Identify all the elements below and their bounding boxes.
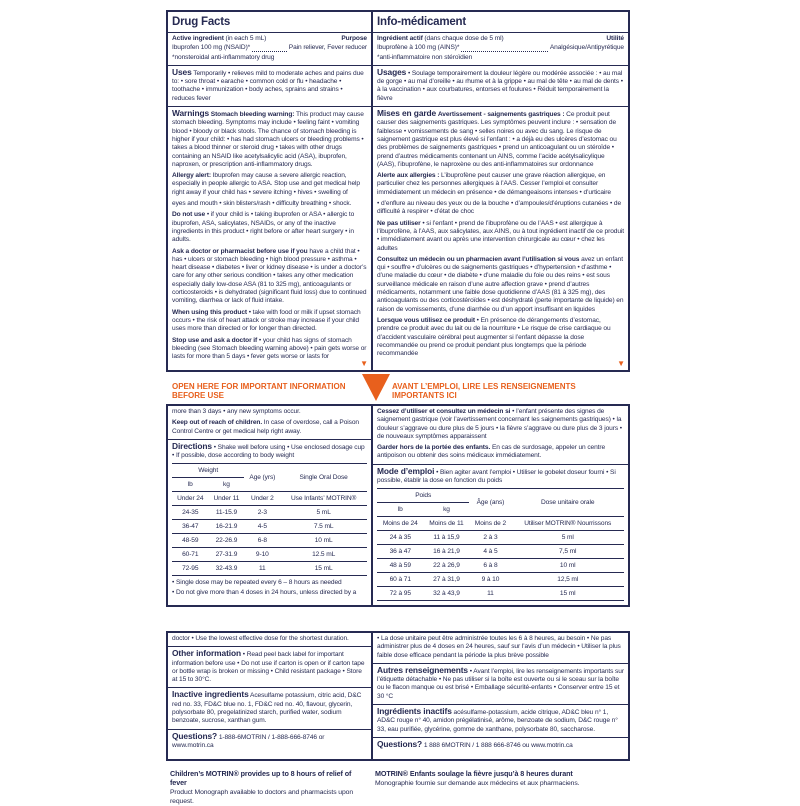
table-cell: 10 ml (511, 559, 624, 573)
table-cell: 16-21.9 (209, 520, 245, 534)
other-information-body-fr: • Avant l’emploi, lire les renseignements importants sur l’étiquette détachable • Ne pas utiliser si la boîte est ouverte ou si le sceau sur la boîte ou le flacon manque ou est brisé • Emballage sécurité-enfants • Conserver entre 15 et 30 °C (377, 667, 624, 700)
warning-lead: Do not use (172, 211, 206, 219)
table-cell: 72 à 95 (377, 587, 424, 601)
table-cell: 12.5 mL (280, 548, 367, 562)
table-cell: 2 à 3 (469, 531, 511, 545)
table-cell: 72-95 (172, 562, 209, 576)
dosing-note-en: • Do not give more than 4 doses in 24 hours, unless directed by a (172, 588, 357, 596)
continuation-text-en: more than 3 days • any new symptoms occur. (172, 408, 301, 415)
active-ingredient-qualifier-en: (in each 5 mL) (225, 35, 267, 42)
warning-paragraph (377, 172, 624, 197)
questions-heading-fr: Questions? (377, 738, 423, 749)
tagline-bold-fr: MOTRIN® Enfants soulage la fièvre jusqu’à 8 heures durant (375, 769, 573, 778)
dose-continuation-en: doctor • Use the lowest effective dose for the shortest duration. (168, 633, 371, 647)
table-cell: 4-5 (244, 520, 280, 534)
age-header-en: Age (yrs) (244, 464, 280, 492)
warning-text: Ce produit peut causer des saignements gastriques. Les symptômes peuvent inclure : • sensation de faiblesse • vomissements de sang • selles noires ou avec du sang. Le risque de saignement gastrique est plus élevé si l’enfant : • a déjà eu des ulcères d’estomac ou des problèmes de saignements gastriques • prend un anticoagulant ou un stéroïde • prend d’autres médicaments contenant un AINS, comme l’acide acétylsalicylique (AAS), l’ibuprofène, le naproxène ou des anti-inflammatoires sur ordonnance (377, 111, 617, 168)
active-ingredient-section-en (168, 33, 371, 66)
uses-body-fr: • Soulage temporairement la douleur légère ou modérée associée : • au mal de gorge • au mal d’oreille • au rhume et à la grippe • au mal de tête • au mal de dents • à la vaccination • aux courbatures, entorses et foulures • Réduit temporairement la fièvre (377, 69, 623, 102)
tagline-french (369, 769, 630, 806)
uses-heading-en: Uses (172, 66, 192, 77)
table-cell: Under 2 (244, 492, 280, 506)
kg-header-fr: kg (424, 503, 470, 517)
table-cell: 9 à 10 (469, 573, 511, 587)
purpose-value-en: Pain reliever, Fever reducer (288, 44, 367, 52)
ingredient-footnote-fr: *anti-inflammatoire non stéroïdien (377, 53, 473, 61)
warning-paragraph (172, 309, 367, 334)
table-cell: 12,5 ml (511, 573, 624, 587)
warning-text: In case of overdose, call a Poison Control Centre or get medical help right away. (172, 419, 359, 435)
table-cell: 15 mL (280, 562, 367, 576)
inactive-ingredients-section-en (168, 688, 371, 729)
warning-paragraph (172, 172, 367, 197)
inactive-ingredients-heading-en: Inactive ingredients (172, 689, 249, 700)
weight-header-fr: Poids (377, 489, 469, 503)
table-cell: 48 à 59 (377, 559, 424, 573)
table-cell: 7.5 mL (280, 520, 367, 534)
uses-section-fr (373, 66, 628, 107)
table-cell: 27-31.9 (209, 548, 245, 562)
questions-section-en (168, 730, 371, 759)
warning-paragraph (172, 200, 367, 208)
table-cell: 22 à 26,9 (424, 559, 470, 573)
stop-use-fr (377, 408, 624, 441)
directions-body-en: • Shake well before using • Use enclosed dosage cup • If possible, dose according to body weight (172, 443, 365, 460)
warning-text: • take with food or milk if upset stomach occurs • the risk of heart attack or stroke may increase if your child uses more than directed or for longer than directed. (172, 308, 361, 333)
dose-header-fr: Dose unitaire orale (511, 489, 624, 517)
purpose-label-en: Purpose (341, 35, 367, 42)
other-information-heading-fr: Autres renseignements (377, 664, 468, 675)
table-cell: Use Infants’ MOTRIN® (280, 492, 367, 506)
table-cell: 10 mL (280, 534, 367, 548)
warning-paragraph (377, 256, 624, 314)
table-cell: Moins de 24 (377, 517, 424, 531)
warnings-section-fr (373, 107, 628, 370)
questions-body-en: 1-888-6MOTRIN / 1-888-666-8746 or www.motrin.ca (172, 733, 325, 749)
table-cell: 11 à 15,9 (424, 531, 470, 545)
warning-lead: Ne pas utiliser (377, 219, 421, 227)
lb-header-en: lb (172, 478, 209, 492)
warning-paragraph (172, 337, 367, 362)
table-row (377, 517, 624, 531)
table-cell: 7,5 ml (511, 545, 624, 559)
table-cell: 15 ml (511, 587, 624, 601)
table-cell: 11-15.9 (209, 506, 245, 520)
warning-text: avez un enfant qui • souffre • d’ulcères ou de saignements gastriques • d’hypertension • d’asthme • d’une maladie du cœur • de diabète • d’une maladie du foie ou des reins • est sous surveillance médicale en raison d’une autre affection grave • prend d’autres médicaments, notamment une faible dose quotidienne d’AAS (81 à 325 mg), des anticoagulants ou des corticostéroïdes • est déshydraté (perte importante de liquide) en raison de vomissements, d’une diarrhée ou d’un apport insuffisant en liquides (377, 255, 624, 313)
table-cell: 36 à 47 (377, 545, 424, 559)
table-row (377, 531, 624, 545)
column-english-bottom (168, 633, 371, 759)
table-cell: 6-8 (244, 534, 280, 548)
drug-facts-label (166, 10, 630, 806)
table-cell: 24 à 35 (377, 531, 424, 545)
warning-text: En cas de surdosage, appeler un centre antipoison ou obtenir des soins médicaux immédiatement. (377, 444, 606, 460)
directions-heading-en: Directions (172, 440, 212, 451)
warning-lead: Allergy alert: (172, 172, 211, 180)
warning-lead: Garder hors de la portée des enfants. (377, 444, 491, 452)
warning-lead: Lorsque vous utilisez ce produit (377, 316, 475, 324)
table-cell: Moins de 11 (424, 517, 470, 531)
warning-lead: Alerte aux allergies : (377, 172, 440, 180)
table-cell: 5 ml (511, 531, 624, 545)
dosing-note-en: • Single dose may be repeated every 6 – 8 hours as needed (172, 579, 342, 587)
age-header-fr: Âge (ans) (469, 489, 511, 517)
warning-text: • l’enfant présente des signes de saignement gastrique (voir l’avertissement concernant les saignements gastriques) • la douleur s’aggrave ou dure plus de 5 jours • la fièvre s’aggrave ou dure plus de 3 jours • de nouveaux symptômes apparaissent (377, 408, 622, 440)
table-cell: Moins de 2 (469, 517, 511, 531)
table-row (172, 534, 367, 548)
dosing-table-en (172, 463, 367, 576)
table-row (172, 562, 367, 576)
open-here-arrow-icon (362, 374, 390, 401)
warning-lead: Keep out of reach of children. (172, 419, 263, 427)
table-cell: 11 (244, 562, 280, 576)
other-information-section-fr (373, 664, 628, 705)
table-row (377, 587, 624, 601)
warning-text: • En présence de dérangements d’estomac, prendre ce produit avec du lait ou de la nourriture • Le risque de crise cardiaque ou d’accident vasculaire cérébral peut augmenter si l’enfant dépasse la dose recommandée ou prend ce produit pendant plus longtemps que la période recommandée (377, 316, 611, 358)
panel-top (166, 10, 630, 372)
uses-heading-fr: Usages (377, 66, 407, 77)
warnings-heading-en: Warnings (172, 108, 210, 119)
inactive-ingredients-heading-fr: Ingrédients inactifs (377, 706, 452, 717)
table-cell: 6 à 8 (469, 559, 511, 573)
table-cell: Under 11 (209, 492, 245, 506)
taglines (166, 769, 630, 806)
open-here-text-en: OPEN HERE FOR IMPORTANT INFORMATION BEFORE USE (172, 382, 346, 400)
stop-use-continuation-en (168, 406, 371, 440)
warning-text: • d’enflure au niveau des yeux ou de la bouche • d’ampoules/d’éruptions cutanées • de difficulté à respirer • d’état de choc (377, 200, 622, 216)
table-row (172, 520, 367, 534)
tagline-english (166, 769, 369, 806)
panel-middle (166, 404, 630, 607)
warning-lead: Consultez un médecin ou un pharmacien avant l’utilisation si vous (377, 255, 580, 263)
tagline-text-fr: Monographie fournie sur demande aux médecins et aux pharmaciens. (375, 780, 580, 787)
stop-use-section-fr (373, 406, 628, 465)
active-ingredient-section-fr (373, 33, 628, 66)
inactive-ingredients-section-fr (373, 705, 628, 738)
info-medicament-title: Info-médicament (373, 12, 628, 33)
column-french-top (371, 12, 628, 370)
warning-lead: When using this product (172, 308, 247, 316)
table-cell: 22-26.9 (209, 534, 245, 548)
ingredient-name-fr: Ibuprofène à 100 mg (AINS)* (377, 44, 460, 52)
dotted-leader (252, 51, 287, 52)
warnings-section-en (168, 107, 371, 370)
active-ingredient-qualifier-fr: (dans chaque dose de 5 ml) (424, 35, 504, 42)
column-french-middle (371, 406, 628, 605)
warning-lead: Stop use and ask a doctor if (172, 336, 258, 344)
table-row (172, 492, 367, 506)
warning-paragraph (377, 317, 624, 358)
ingredient-name-en: Ibuprofen 100 mg (NSAID)* (172, 44, 251, 52)
tagline-text-en: Product Monograph available to doctors and pharmacists upon request. (170, 789, 354, 805)
table-cell: 24-35 (172, 506, 209, 520)
directions-body-fr: • Bien agiter avant l’emploi • Utiliser le gobelet doseur fourni • Si possible, établir la dose en fonction du poids (377, 468, 616, 485)
warning-text: This product may cause stomach bleeding. Symptoms may include • feeling faint • vomiting blood • bloody or black stools. The chance of stomach bleeding is higher if your child: • has had stomach ulcers or bleeding problems • takes a blood thinner or steroid drug • takes with other drugs containing an NSAID like acetylsalicylic acid (ASA), ibuprofen, naproxen, or prescription anti-inflammatory drugs. (172, 111, 364, 168)
warning-text: eyes and mouth • skin blisters/rash • difficulty breathing • shock. (172, 200, 352, 208)
warning-text: • if your child is • taking ibuprofen or ASA • allergic to ibuprofen, ASA, salicylates, NSAIDs, or any of the inactive ingredients in this product • right before or after heart surgery • in adults. (172, 211, 355, 244)
warning-lead: Ask a doctor or pharmacist before use if you (172, 247, 308, 255)
inactive-ingredients-body-fr: acésulfame-potassium, acide citrique, AD&C bleu n° 1, AD&C rouge n° 40, amidon prégélatinisé, arôme, benzoate de sodium, D&C rouge n° 33, eau purifiée, glycérine, gomme de xanthane, polysorbate 80, saccharose. (377, 709, 618, 733)
warning-lead: Avertissement - saignements gastriques : (437, 111, 565, 119)
other-information-body-en: • Read peel back label for important information before use • Do not use if carton is open or if carton tape or bottle wrap is broken or missing • Child resistant package • Store at 15 to 30°C. (172, 651, 365, 684)
active-ingredient-heading-en: Active ingredient (172, 35, 224, 42)
directions-heading-fr: Mode d’emploi (377, 465, 435, 476)
fold-arrow-icon: ▼ (360, 359, 368, 368)
warning-text: Ibuprofen may cause a severe allergic reaction, especially in people allergic to ASA. Stop use and get medical help right away if your child has • severe itching • hives • swelling of (172, 172, 360, 196)
warning-paragraph (172, 109, 367, 169)
table-cell: Under 24 (172, 492, 209, 506)
directions-section-en (168, 440, 371, 605)
warning-paragraph (377, 220, 624, 253)
ingredient-footnote-en: *nonsteroidal anti-inflammatory drug (172, 53, 275, 61)
table-row (172, 506, 367, 520)
dose-header-en: Single Oral Dose (280, 464, 367, 492)
lb-header-fr: lb (377, 503, 424, 517)
panel-bottom (166, 631, 630, 761)
table-cell: 2-3 (244, 506, 280, 520)
warning-text: • your child has signs of stomach bleeding (see Stomach bleeding warning above) • pain gets worse or lasts for more than 5 days • fever gets worse or lasts for (172, 336, 367, 361)
weight-header-en: Weight (172, 464, 244, 478)
table-cell: 27 à 31,9 (424, 573, 470, 587)
table-cell: 32-43.9 (209, 562, 245, 576)
dosing-table-fr (377, 488, 624, 601)
table-cell: 60 à 71 (377, 573, 424, 587)
inactive-ingredients-body-en: Acesulfame potassium, citric acid, D&C red no. 33, FD&C blue no. 1, FD&C red no. 40, flavour, glycerin, polysorbate 80, pregelatinized starch, purified water, sodium benzoate, sucrose, xanthan gum. (172, 692, 362, 725)
fold-arrow-icon: ▼ (617, 359, 625, 368)
open-here-band (166, 372, 630, 404)
warning-lead: Stomach bleeding warning: (210, 111, 295, 119)
warning-paragraph (172, 248, 367, 306)
active-ingredient-heading-fr: Ingrédient actif (377, 35, 423, 42)
warning-lead: Cessez d’utiliser et consultez un médecin si (377, 408, 511, 415)
keep-out-of-reach-en (172, 419, 367, 436)
table-cell: 60-71 (172, 548, 209, 562)
table-cell: Utiliser MOTRIN® Nourrissons (511, 517, 624, 531)
keep-out-of-reach-fr (377, 444, 624, 461)
open-here-text-fr: AVANT L’EMPLOI, LIRE LES RENSEIGNEMENTS IMPORTANTS ICI (392, 382, 576, 400)
warnings-heading-fr: Mises en garde (377, 108, 437, 119)
questions-body-fr: 1 888 6MOTRIN / 1 888 666-8746 ou www.motrin.ca (423, 741, 573, 749)
drug-facts-title: Drug Facts (168, 12, 371, 33)
column-english-top (168, 12, 371, 370)
kg-header-en: kg (209, 478, 245, 492)
table-row (377, 559, 624, 573)
tagline-bold-en: Children’s MOTRIN® provides up to 8 hours of relief of fever (170, 769, 352, 787)
table-cell: 11 (469, 587, 511, 601)
column-french-bottom (371, 633, 628, 759)
warning-text: have a child that • has • ulcers or stomach bleeding • high blood pressure • asthma • heart disease • diabetes • liver or kidney disease • is under a doctor’s care for any other serious condition • takes any other medication especially daily low-dose ASA (81 to 325 mg), anticoagulants or corticosteroids • is dehydrated (significant fluid loss) due to continued vomiting, diarrhea or lack of fluid intake. (172, 247, 367, 305)
table-row (377, 545, 624, 559)
dose-continuation-fr: • La dose unitaire peut être administrée toutes les 6 à 8 heures, au besoin • Ne pas administrer plus de 4 doses en 24 heures, sauf sur l’avis d’un médecin • Utiliser la plus faible dose efficace pendant la période la plus brève possible (373, 633, 628, 664)
table-cell: 4 à 5 (469, 545, 511, 559)
warning-text: L’ibuprofène peut causer une grave réaction allergique, en particulier chez les personnes allergiques à l’AAS. Cesser l’emploi et consulter immédiatement un médecin en présence • de démangeaisons intenses • d’urticaire (377, 172, 611, 196)
warning-paragraph (377, 200, 624, 217)
warning-paragraph (377, 109, 624, 169)
table-row (377, 573, 624, 587)
purpose-label-fr: Utilité (606, 35, 624, 42)
dotted-leader (461, 51, 548, 52)
questions-heading-en: Questions? (172, 730, 218, 741)
uses-section-en (168, 66, 371, 107)
warning-paragraph (172, 211, 367, 244)
other-information-section-en (168, 647, 371, 688)
table-cell: 48-59 (172, 534, 209, 548)
table-cell: 32 à 43,9 (424, 587, 470, 601)
other-information-heading-en: Other information (172, 648, 242, 659)
table-cell: 9-10 (244, 548, 280, 562)
table-cell: 16 à 21,9 (424, 545, 470, 559)
table-cell: 36-47 (172, 520, 209, 534)
table-row (172, 548, 367, 562)
column-english-middle (168, 406, 371, 605)
directions-section-fr (373, 465, 628, 605)
purpose-value-fr: Analgésique/Antipyrétique (549, 44, 624, 52)
warning-text: • si l’enfant • prend de l’ibuprofène ou de l’AAS • est allergique à l’ibuprofène, à l’AAS, aux salicylates, aux AINS, ou à tout ingrédient inactif de ce produit • immédiatement avant ou après une intervention chirurgicale au cœur • chez les adultes (377, 219, 625, 252)
table-cell: 5 mL (280, 506, 367, 520)
questions-section-fr (373, 738, 628, 759)
uses-body-en: Temporarily • relieves mild to moderate aches and pains due to: • sore throat • earache • common cold or flu • headache • toothache • immunization • body aches, sprains and strains • reduces fever (172, 69, 364, 102)
